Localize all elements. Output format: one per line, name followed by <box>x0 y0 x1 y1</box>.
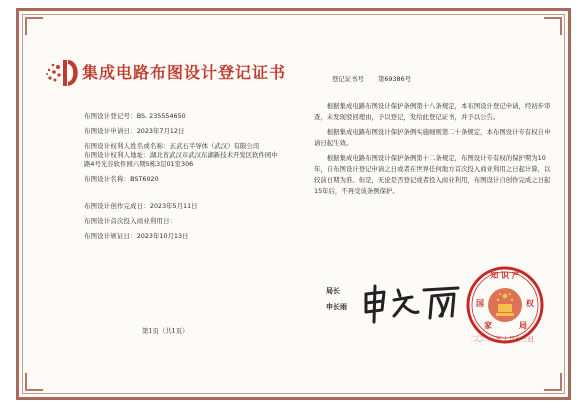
field-label: 布图设计申请日： <box>84 127 137 135</box>
field-value: 2023年7月12日 <box>136 127 185 135</box>
signatory-name: 申长雨 <box>326 303 347 311</box>
statement-paragraph: 根据集成电路布图设计保护条例第十二条规定，布图设计专有权的保护期为10年，自布图设计登记申请之日或者在世界任何地方首次投入商业利用之日起计算，以较前日期为准。但是，无论是否登记或者投入商业利用，布图设计自创作完成之日起15年后，不再受该条例保护。 <box>314 154 551 195</box>
certificate-fields <box>84 112 284 241</box>
svg-text:国: 国 <box>476 299 484 308</box>
official-seal-icon <box>466 266 544 344</box>
certificate-title: 集成电路布图设计登记证书 <box>82 63 287 82</box>
field-issue-date <box>84 232 284 241</box>
svg-text:知 识 产: 知 识 产 <box>490 271 520 280</box>
svg-text:局: 局 <box>519 321 527 330</box>
field-label: 布图设计创作完成日： <box>84 202 150 210</box>
statement-paragraph: 根据集成电路布图设计保护条例实施细则第二十条规定，本布图设计专有权自申请日起生效。 <box>314 128 551 147</box>
field-label: 布图设计名称： <box>84 175 131 183</box>
field-value: BS. 235554650 <box>136 112 186 120</box>
field-value: 2023年5月11日 <box>149 202 198 210</box>
field-design-name <box>84 175 284 184</box>
cert-number-line <box>332 74 554 83</box>
field-app-date <box>84 127 284 136</box>
cert-number-label: 登记证书号 <box>332 75 364 83</box>
corner-ornament <box>25 373 43 391</box>
signature-block <box>326 283 347 315</box>
svg-text:家: 家 <box>484 321 492 330</box>
field-value: 玄武石半导体（武汉）有限公司 <box>169 142 260 150</box>
field-label: 布图设计权利人地址： <box>84 151 150 159</box>
field-label: 布图设计颁证日： <box>84 232 137 240</box>
corner-ornament <box>544 17 562 35</box>
field-value: 2023年10月13日 <box>136 232 189 240</box>
field-owner <box>84 142 284 151</box>
field-first-commercial <box>84 217 284 226</box>
corner-ornament <box>25 17 43 35</box>
field-value: 湖北省武汉市武汉东湖新技术开发区软件园中路4号光谷软件园六期5栋3层01室306 <box>84 151 278 168</box>
corner-ornament <box>544 373 562 391</box>
field-address <box>84 151 284 169</box>
statement-paragraph: 根据集成电路布图设计保护条例第十八条规定，本布图设计登记申请，经初步审查，未发现驳回理由，予以登记，发给此登记证书，并予以公告。 <box>314 102 551 121</box>
field-label: 布图设计首次投入商业利用日： <box>84 217 177 225</box>
field-reg-no <box>84 112 284 121</box>
certificate-statement <box>314 74 554 197</box>
ip-office-logo-icon <box>44 56 84 90</box>
field-label: 布图设计权利人姓名或名称： <box>84 142 170 150</box>
signatory-title: 局长 <box>326 287 340 295</box>
handwritten-signature-icon <box>358 282 466 324</box>
cert-number-value: 第69386号 <box>377 75 412 83</box>
field-created-date <box>84 202 284 211</box>
svg-text:权: 权 <box>526 299 534 308</box>
field-label: 布图设计登记号： <box>84 112 137 120</box>
page-number: 第1页（共1页） <box>142 327 189 335</box>
field-value: BST6020 <box>130 175 159 183</box>
issue-date-seal: 二〇二三年十月十三日 <box>470 335 534 343</box>
